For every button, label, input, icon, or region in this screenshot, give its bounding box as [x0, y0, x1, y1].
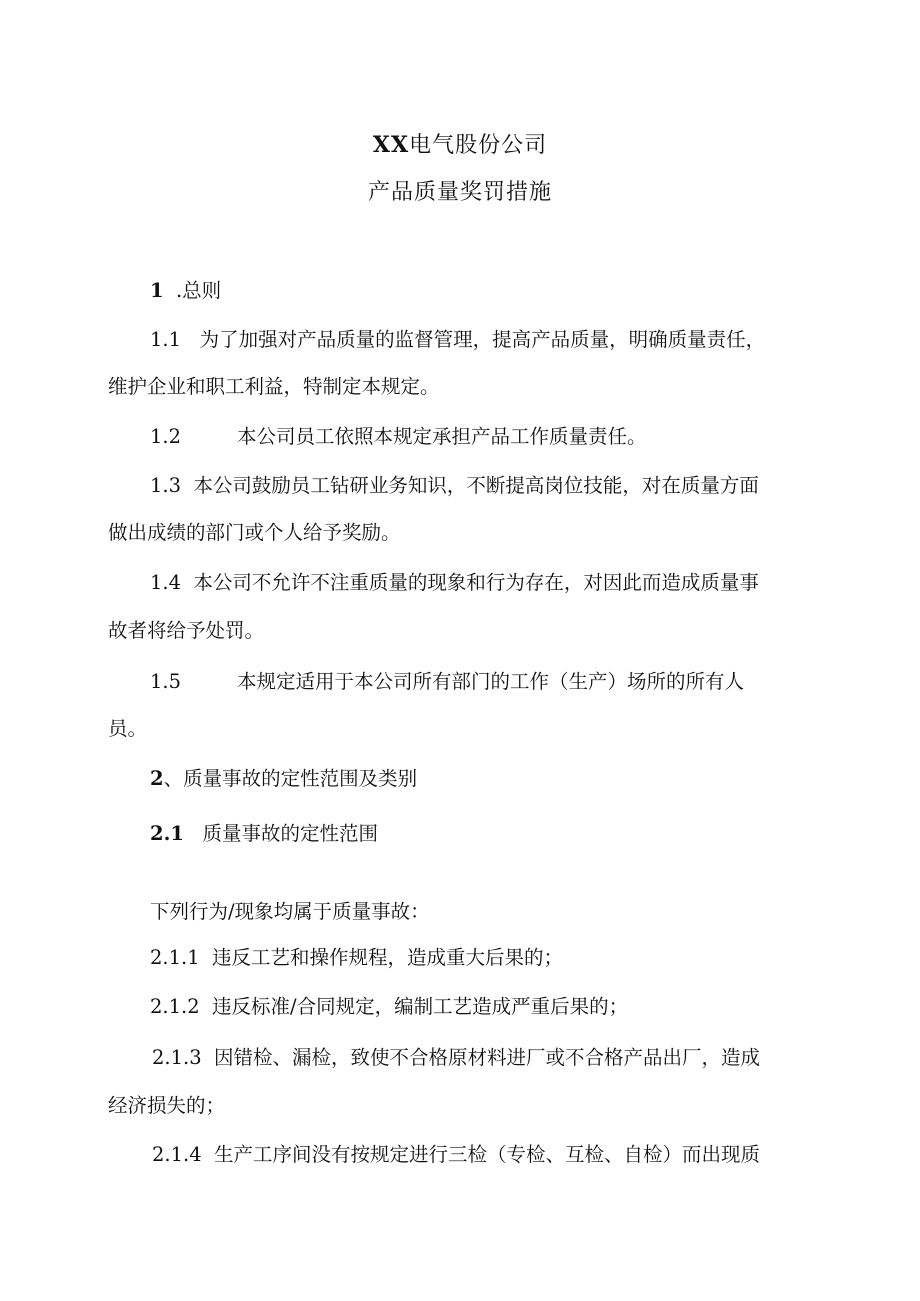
section-1-number: 1 [150, 279, 164, 302]
clause-1-2-text: 本公司员工依照本规定承担产品工作质量责任。 [237, 425, 647, 448]
section-2-heading [150, 765, 417, 793]
clause-2-1-3-text: 因错检、漏检，致使不合格原材料进厂或不合格产品出厂，造成 [214, 1046, 761, 1069]
clause-1-2-number: 1.2 [150, 425, 182, 448]
clause-2-1-4-text: 生产工序间没有按规定进行三检（专检、互检、自检）而出现质 [214, 1143, 761, 1166]
clause-1-4-text: 本公司不允许不注重质量的现象和行为存在，对因此而造成质量事 [193, 571, 759, 594]
section-2-title: 、质量事故的定性范围及类别 [163, 767, 418, 790]
clause-1-3-number: 1.3 [150, 474, 182, 497]
company-name: 电气股份公司 [409, 133, 548, 158]
clause-1-5-line-1 [150, 668, 744, 696]
clause-1-1-line-1 [150, 326, 814, 354]
section-2-number: 2 [150, 767, 164, 790]
clause-1-5-number: 1.5 [150, 670, 182, 693]
clause-1-2 [150, 423, 647, 451]
clause-1-3-line-2: 做出成绩的部门或个人给予奖励。 [108, 521, 401, 544]
section-1-heading [150, 277, 221, 305]
clause-1-4-line-2: 故者将给予处罚。 [108, 619, 265, 642]
company-prefix: XX [372, 132, 410, 158]
clause-2-1-2 [150, 993, 628, 1021]
clause-1-1-text: 为了加强对产品质量的监督管理，提高产品质量，明确质量责任， [199, 328, 766, 351]
company-title [0, 130, 920, 161]
document-title: 产品质量奖罚措施 [367, 180, 552, 205]
clause-1-3-text: 本公司鼓励员工钻研业务知识，不断提高岗位技能，对在质量方面 [193, 474, 759, 497]
clause-1-5-line-2: 员。 [108, 717, 148, 740]
clause-2-1-3-line-1 [152, 1044, 760, 1072]
clause-2-1-2-text: 违反标准/合同规定，编制工艺造成严重后果的； [212, 995, 629, 1018]
clause-1-4-line-1 [150, 569, 759, 597]
clause-1-5-text: 本规定适用于本公司所有部门的工作（生产）场所的所有人 [237, 670, 745, 693]
clause-2-1-3-number: 2.1.3 [152, 1046, 202, 1069]
clause-2-1-1-text: 违反工艺和操作规程，造成重大后果的； [212, 946, 564, 969]
section-2-1-title: 质量事故的定性范围 [202, 822, 379, 845]
clause-2-1-1-number: 2.1.1 [150, 946, 200, 969]
list-intro: 下列行为/现象均属于质量事故： [150, 900, 430, 923]
clause-1-3-line-1 [150, 472, 759, 500]
clause-2-1-3-line-2: 经济损失的； [108, 1094, 226, 1117]
clause-1-4-number: 1.4 [150, 571, 182, 594]
clause-1-1-number: 1.1 [150, 328, 182, 351]
clause-1-1-line-2: 维护企业和职工利益，特制定本规定。 [108, 375, 440, 398]
section-2-1-heading [150, 820, 378, 848]
section-1-title: .总则 [175, 279, 222, 302]
section-2-1-number: 2.1 [150, 822, 184, 845]
clause-2-1-4-number: 2.1.4 [152, 1143, 202, 1166]
clause-2-1-1 [150, 944, 563, 972]
clause-2-1-2-number: 2.1.2 [150, 995, 200, 1018]
clause-2-1-4-line-1 [152, 1141, 760, 1169]
